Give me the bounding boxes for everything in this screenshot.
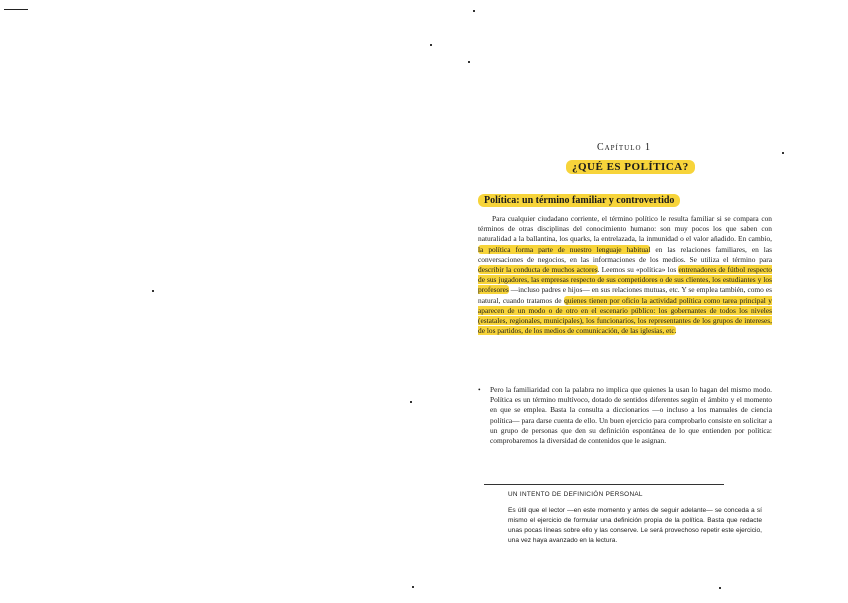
scan-speck: [152, 290, 154, 292]
highlighted-text: entrenadores de fútbol respecto de sus jugadores, las empresas respecto de sus competidores o de sus clientes, los estudiantes y los profesores: [478, 265, 773, 295]
highlighted-text: describir la conducta de muchos actores: [478, 265, 598, 275]
bullet-text: Pero la familiaridad con la palabra no implica que quienes la usan lo hagan del mismo modo. Política es un término multívoco, dotado de sentidos diferentes según el ámbito y el momento en que se emplea. Basta la consulta a diccionarios —o incluso a los manuales de ciencia política— para darse cuenta de ello. Un buen ejercicio para comprobarlo consiste en solicitar a un grupo de personas que den su definición espontánea de lo que entienden por política: comprobaremos la diversidad de contenidos que le asignan.: [490, 385, 772, 446]
chapter-title: ¿QUÉ ES POLÍTICA?: [566, 160, 695, 174]
box-divider: [484, 484, 724, 485]
crop-mark-top-left: [4, 9, 28, 10]
highlighted-text: quienes tienen por oficio la actividad política como tarea principal y aparecen de un modo o de otro en el escenario público: los gobernantes de todos los niveles (estatales, regionales, municipales), los funcionarios, los representantes de los grupos de intereses, de los partidos, de los medios de comunicación, de las iglesias, etc.: [478, 295, 772, 336]
scan-speck: [468, 61, 470, 63]
paragraph-text: Para cualquier ciudadano corriente, el término político le resulta familiar si se compara con términos de otras disciplinas del conocimiento humano: son muy pocos los que saben con naturalidad a la ballantina, los quarks, la entrelazada, la inmunidad o el valor añadido. En cambio,: [478, 214, 772, 244]
scan-speck: [430, 44, 432, 46]
paragraph-text: —incluso padres e hijos— en sus relaciones mutuas, etc. Y se emplea también, como es natural, cuando tratamos de: [478, 285, 772, 305]
highlighted-text: la política forma parte de nuestro lenguaje habitual: [478, 244, 651, 254]
scan-speck: [412, 586, 414, 588]
paragraph-text: . Leemos su «política» los: [597, 265, 679, 275]
scan-speck: [782, 152, 784, 154]
paragraph-text: en las relaciones familiares, en las conversaciones de negocios, en las informaciones de los medios. Se utiliza el término para: [478, 244, 772, 264]
body-paragraph: [478, 214, 772, 336]
bullet-paragraph: [478, 385, 772, 446]
scan-speck: [473, 10, 475, 12]
box-text: Es útil que el lector —en este momento y antes de seguir adelante— se conceda a sí mismo el ejercicio de formular una definición propia de la política. Basta que redacte unas pocas líneas sobre ello y las conserve. Le será provechoso repetir este ejercicio, una vez haya avanzado en la lectura.: [508, 507, 762, 544]
bullet-icon: •: [478, 385, 481, 394]
box-title: UN INTENTO DE DEFINICIÓN PERSONAL: [508, 491, 643, 498]
chapter-label: Capítulo 1: [596, 142, 652, 153]
section-heading: Política: un término familiar y controvertido: [478, 194, 680, 207]
scan-speck: [719, 587, 721, 589]
scan-speck: [410, 401, 412, 403]
